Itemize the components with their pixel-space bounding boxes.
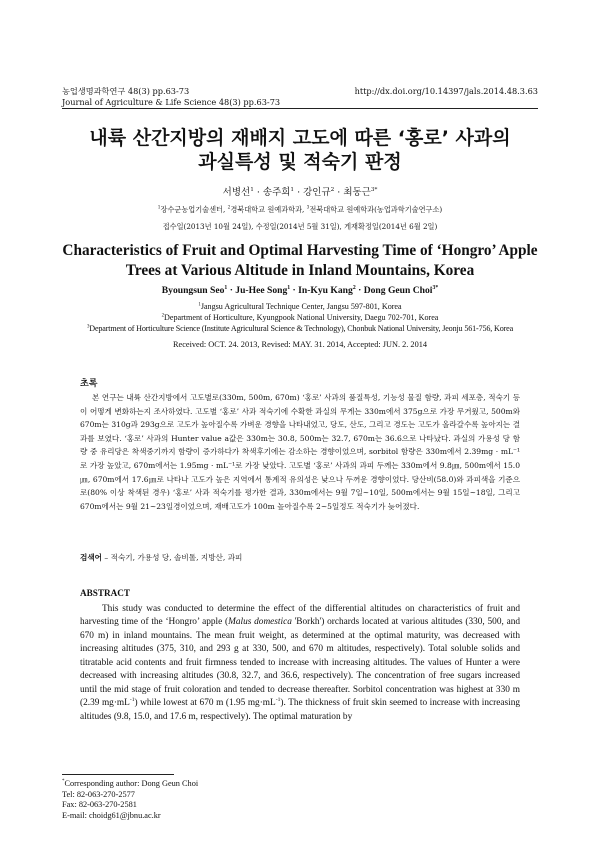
- authors-english: Byoungsun Seo$^1$ · Ju-Hee Song$^1$ · In-Kyu Kang$^2$ · Dong Geun Choi$^{3*}$: [161, 284, 439, 296]
- abstract-korean: [80, 391, 520, 513]
- abstract-english: [80, 603, 520, 724]
- english-title: [62, 241, 538, 281]
- dates-english: Received: OCT. 24. 2013, Revised: MAY. 31. 2014, Accepted: JUN. 2. 2014: [172, 340, 428, 349]
- species-name: Malus domestica: [228, 617, 292, 628]
- authors-korean: 서병선$^1$ · 송주희$^1$ · 강인규$^2$ · 최동근$^{3*}$: [222, 186, 378, 198]
- footnote-rule: [62, 774, 174, 775]
- footnote-fax: Fax: 82-063-270-2581: [62, 800, 137, 810]
- korean-title-line: 내륙 산간지방의 재배지 고도에 따른 ‘홍로’ 사과의: [89, 127, 511, 149]
- abstract-korean-heading: 초록: [80, 379, 98, 389]
- corresponding-author-footnote: [62, 779, 198, 821]
- running-header: [62, 86, 280, 107]
- korean-title: [62, 126, 538, 174]
- affiliation-english-2: $^2$Department of Horticulture, Kyungpook National University, Daegu 702-701, Korea: [161, 313, 439, 322]
- keywords-label: 검색어: [80, 553, 103, 562]
- keywords-korean: [80, 552, 242, 563]
- header-rule: [62, 108, 538, 109]
- affiliation-english-3: $^3$Department of Horticulture Science (Institute Agricultural Science & Technology), Chonbuk National University, Jeonju 561-756, Korea: [86, 324, 514, 333]
- footnote-author: *Corresponding author: Dong Geun Choi: [62, 779, 199, 788]
- footnote-email[interactable]: E-mail: choidg61@jbnu.ac.kr: [62, 810, 161, 820]
- abstract-english-body: This study was conducted to determine the effect of the differential altitudes on characteristics of fruit and harvesting time of the ‘Hongro’ apple (Malus domestica 'Borkh') orchards located at various altitudes (330, 500, and 670 m) in inland mountains. The mean fruit weight, as determined at the optimal maturity, was decreased with increasing altitudes (375, 310, and 293 g at 330, 500, and 670 m altitudes, respectively). Total soluble solids and titratable acid contents and fruit firmness tended to increase with increasing altitudes. The values of Hunter a were decreased with increasing altitudes (30.8, 32.7, and 36.6, respectively). The concentration of free sugars increased until the mid stage of fruit coloration and tended to decrease thereafter. Sorbitol concentration was highest at 330 m (2.39 $mg\cdot mL^{-1}$) while lowest at 670 m (1.95 $mg\cdot mL^{-1}$). The thickness of fruit skin seemed to increase with increasing altitudes (9.8, 15.0, and 17.6 m, respectively). The optimal maturation by: [80, 604, 521, 722]
- english-title-line: Characteristics of Fruit and Optimal Harvesting Time of ‘Hongro’ Apple: [62, 242, 538, 259]
- journal-name-en: Journal of Agriculture & Life Science 48(3) pp.63-73: [62, 96, 281, 107]
- affiliation-english-1: $^1$Jangsu Agricultural Technique Center, Jangsu 597-801, Korea: [198, 302, 402, 311]
- english-title-line: Trees at Various Altitude in Inland Mountains, Korea: [125, 262, 475, 279]
- footnote-tel: Tel: 82-063-270-2577: [62, 789, 135, 799]
- journal-name-ko: 농업생명과학연구 48(3) pp.63-73: [62, 86, 190, 96]
- keywords-text: – 적숙기, 가용성 당, 솔비톨, 지방산, 과피: [102, 553, 243, 562]
- abstract-korean-body: 본 연구는 내륙 산간지방에서 고도별로(330m, 500m, 670m) ‘홍로’ 사과의 품질특성, 기능성 물질 함량, 과피 세포층, 적숙기 등이 어떻게 변화하는지 조사하였다. 고도별 ‘홍로’ 사과 적숙기에 수확한 과실의 무게는 330m에서 375g으로 가장 무거웠고, 500m와 670m는 310g과 293g으로 고도가 높아질수록 가벼운 경향을 나타내었고, 당도, 산도, 그리고 경도는 고도가 올라갈수록 높아지는 결과를 보였다. ‘홍로’ 사과의 Hunter value a값은 330m는 30.8, 500m는 32.7, 670m는 36.6으로 나타났다. 과실의 가용성 당 함량 중 유리당은 착색중기까지 함량이 증가하다가 착색후기에는 감소하는 경향이었으며, sorbitol 함량은 330m에서 2.39mg · mL⁻¹로 가장 높았고, 670m에서는 1.95mg · mL⁻¹로 가장 낮았다. 고도별 ‘홍로’ 사과의 과피 두께는 330m에서 9.8㎛, 500m에서 15.0㎛, 670m에서 17.6㎛로 나타나 고도가 높은 지역에서 통계적 유의성은 낮으나 두꺼운 경향이었다. 당산비(58.0)와 과피색을 기준으로(80% 이상 착색된 경우) ‘홍로’ 사과 적숙기를 평가한 결과, 330m에서는 9월 7일~10일, 500m에서는 9월 15일~18일, 그리고 670m에서는 9월 21~23일경이었으며, 재배고도가 100m 높아질수록 2~5일정도 적숙기가 늦어졌다.: [80, 393, 521, 511]
- abstract-english-heading: ABSTRACT: [80, 588, 131, 598]
- doi-link[interactable]: http://dx.doi.org/10.14397/jals.2014.48.3.63: [354, 86, 538, 96]
- korean-title-line: 과실특성 및 적숙기 판정: [198, 151, 402, 173]
- dates-korean: 접수일(2013년 10월 24일), 수정일(2014년 5월 31일), 게재확정일(2014년 6월 2일): [162, 222, 438, 231]
- affiliation-korean: $^1$장수군농업기술센터, $^2$경북대학교 원예과학과, $^3$전북대학교 원예학과(농업과학기술연구소): [157, 205, 443, 214]
